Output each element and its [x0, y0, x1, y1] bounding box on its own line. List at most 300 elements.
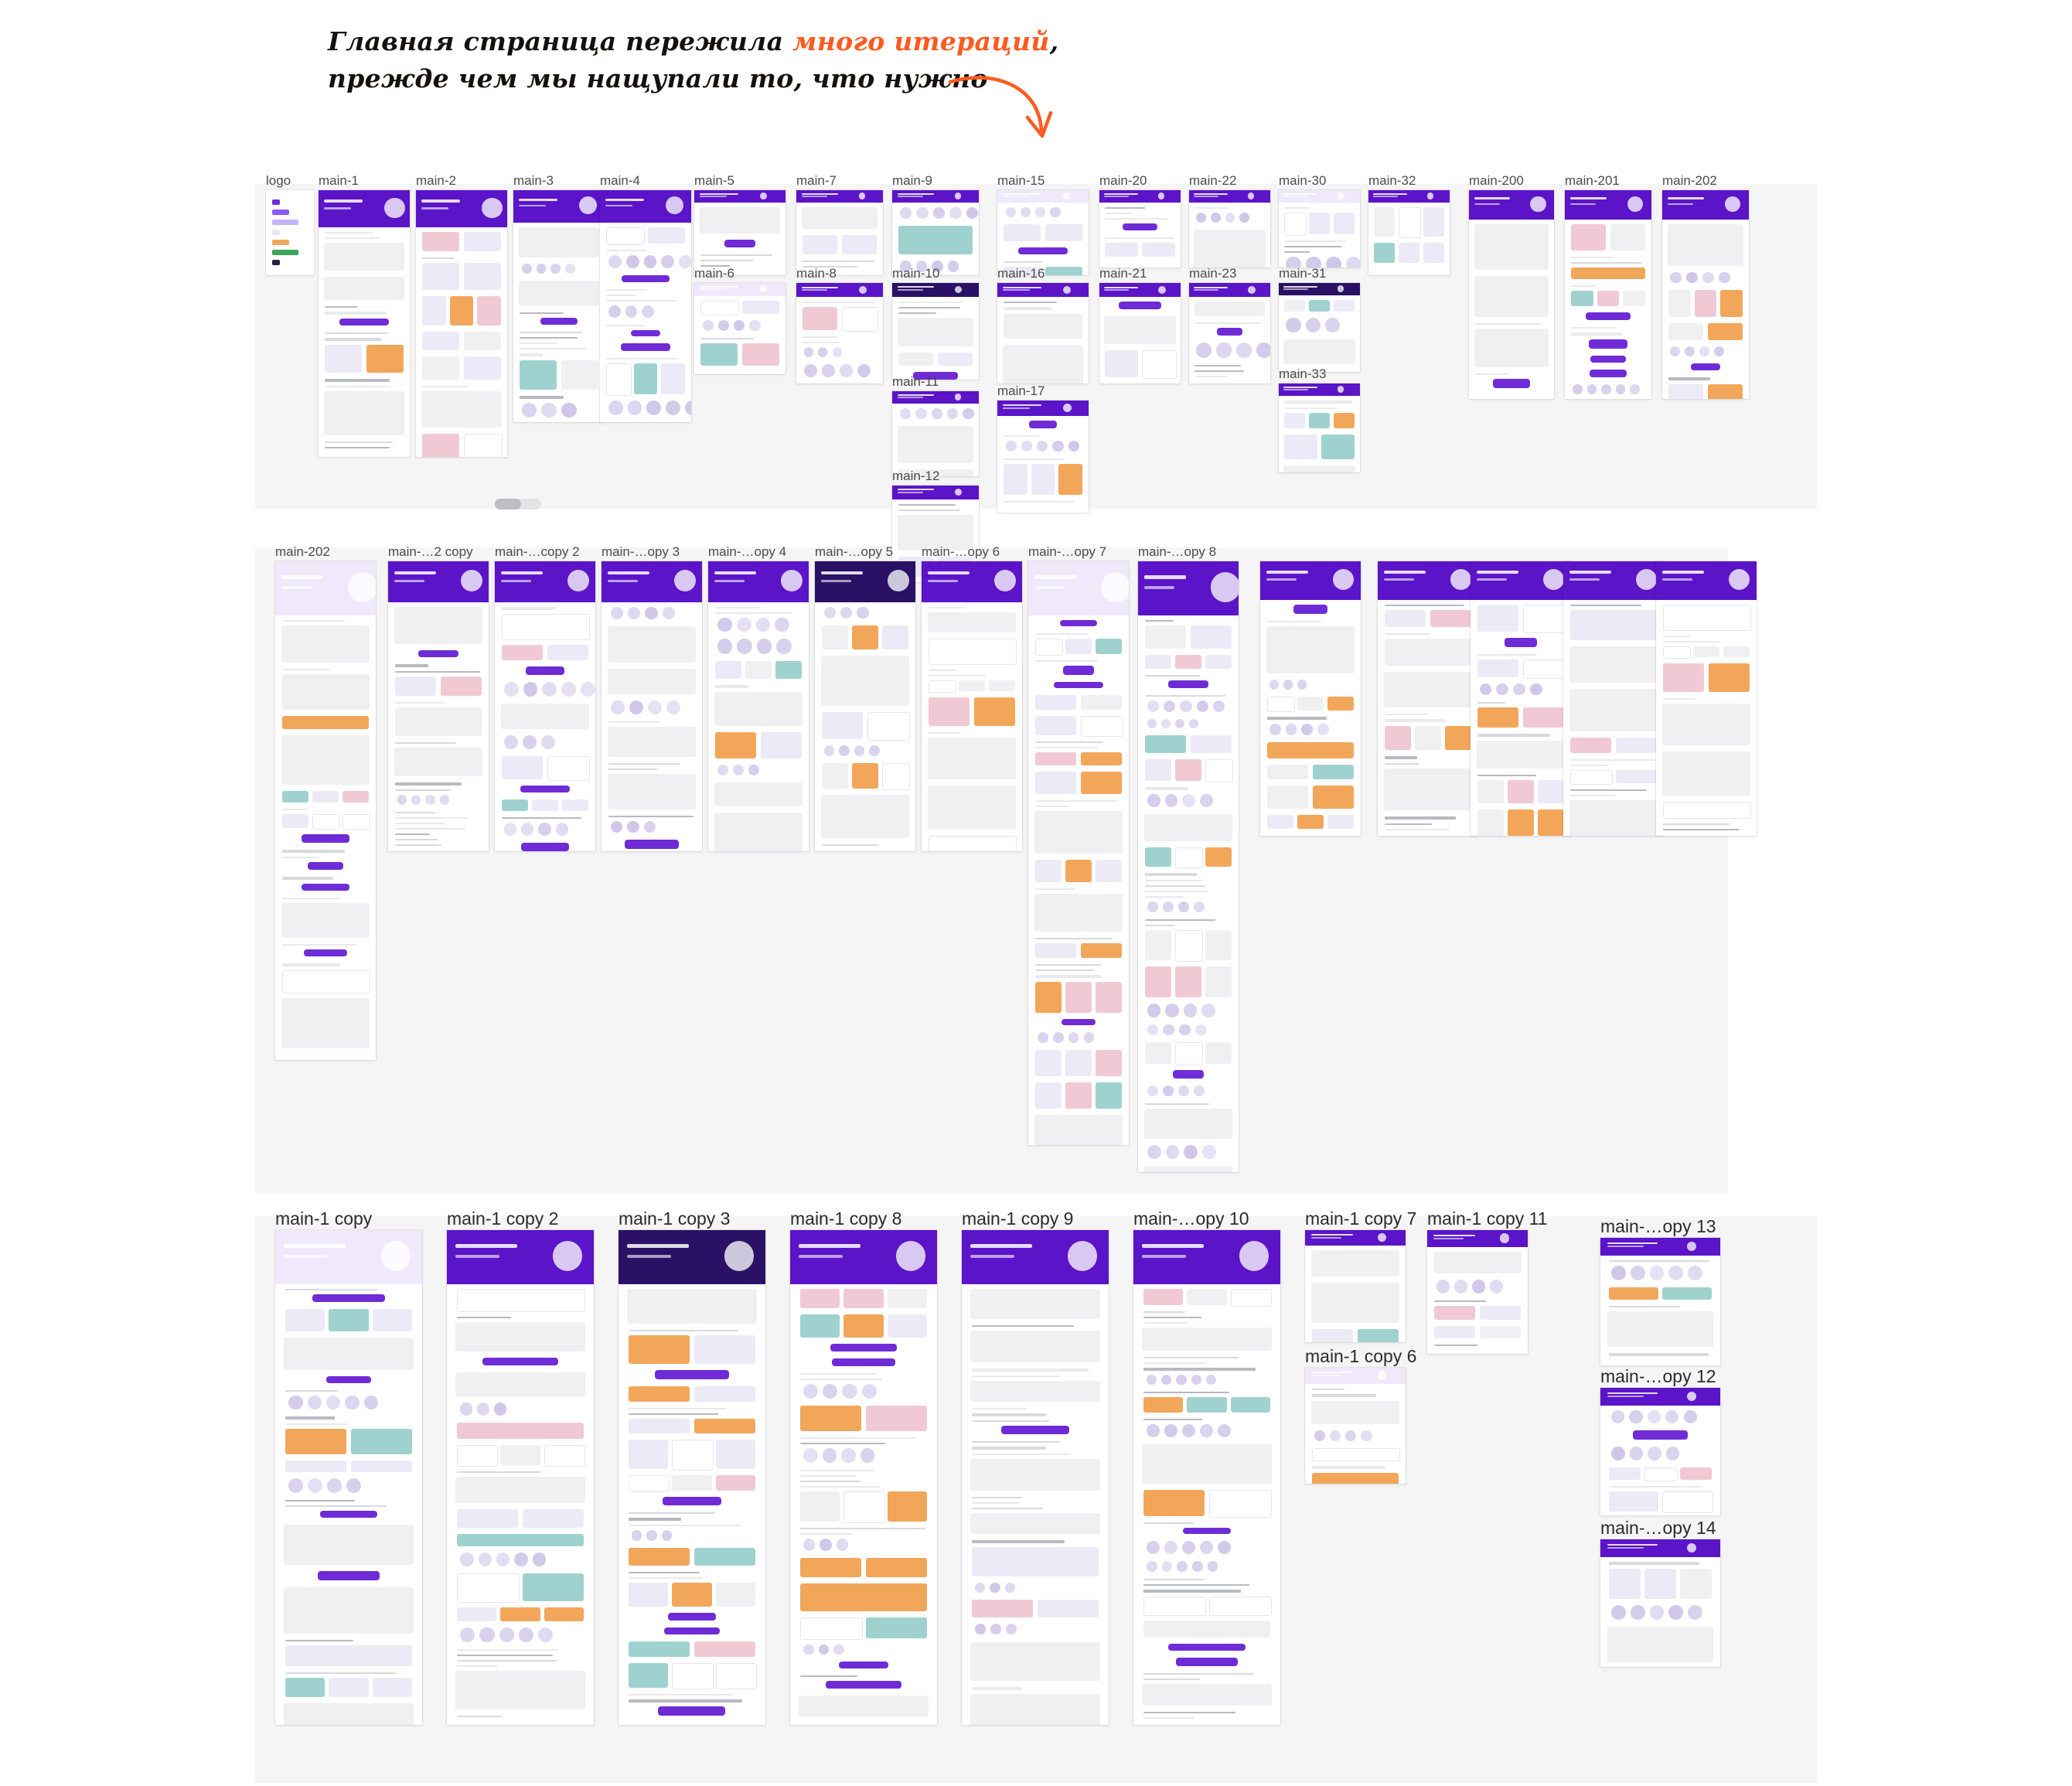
mock-hero-headline: [1142, 1244, 1204, 1249]
mock-cta-button[interactable]: [631, 330, 661, 337]
frame-main-5[interactable]: [694, 190, 786, 275]
mock-avatar: [1239, 213, 1249, 223]
frame-main-1-copy-11[interactable]: [1427, 1230, 1528, 1354]
mock-avatar: [1147, 1004, 1160, 1017]
canvas-scroll-thumb[interactable]: [495, 499, 521, 510]
mock-hero: [892, 190, 979, 203]
mock-card: [1096, 639, 1122, 654]
mock-text-line: [520, 337, 578, 339]
logo-swatch: [272, 220, 298, 225]
mock-card: [1284, 413, 1305, 428]
mock-hero-avatar: [1068, 1241, 1098, 1271]
mock-card: [285, 1309, 325, 1331]
frame-main-201[interactable]: [1565, 190, 1651, 399]
frame-main-1-copy-9[interactable]: [962, 1230, 1109, 1725]
mock-avatar: [648, 700, 662, 714]
mock-hero-headline: [898, 489, 934, 490]
mock-text-line: [325, 306, 357, 308]
frame-main-opy-14[interactable]: [1600, 1539, 1720, 1667]
mock-hero-headline: [802, 193, 838, 195]
mock-avatar: [1165, 1004, 1178, 1017]
frame-main-1-copy-8[interactable]: [790, 1230, 937, 1725]
mock-text-line: [898, 504, 956, 506]
mock-cta-button[interactable]: [724, 240, 755, 247]
frame-label: main-1 copy: [275, 1208, 373, 1229]
mock-card: [373, 1678, 412, 1696]
mock-text-line: [395, 833, 430, 835]
mock-text-line: [395, 817, 468, 819]
mock-avatar: [803, 1645, 814, 1655]
mock-hero-avatar: [1063, 193, 1070, 199]
mock-hero-avatar: [955, 286, 963, 294]
frame-main-opy-13[interactable]: [1600, 1238, 1720, 1365]
mock-cta-button[interactable]: [839, 1662, 888, 1668]
mock-section: [1607, 1627, 1712, 1662]
logo-swatch: [272, 230, 280, 235]
frame-main-15[interactable]: [997, 190, 1089, 275]
mock-avatar: [823, 1448, 837, 1463]
mock-cta-button[interactable]: [826, 1681, 902, 1689]
mock-hero: [1662, 190, 1749, 220]
frame-untitled[interactable]: [1656, 561, 1757, 836]
mock-hero: [922, 561, 1022, 602]
mock-cta-button[interactable]: [1054, 682, 1103, 689]
mock-card: [1668, 323, 1704, 339]
mock-card: [1175, 847, 1203, 868]
mock-card: [1434, 1326, 1475, 1338]
mock-cta-button[interactable]: [1173, 1070, 1204, 1079]
mock-cta-button[interactable]: [1123, 223, 1157, 230]
logo-swatch: [272, 260, 280, 265]
mock-avatar: [662, 1530, 672, 1540]
mock-hero-avatar: [1627, 196, 1644, 213]
mock-avatar: [1202, 1145, 1216, 1159]
frame-main-32[interactable]: [1368, 190, 1450, 275]
mock-card: [523, 1509, 584, 1528]
mock-card: [1096, 860, 1122, 882]
mock-cta-button[interactable]: [302, 884, 349, 891]
logo-swatch: [272, 210, 289, 215]
mock-hero: [790, 1230, 937, 1284]
mock-card: [422, 356, 459, 380]
mock-card: [1175, 759, 1201, 781]
mock-text-line: [1143, 1362, 1206, 1364]
frame-main-2-copy[interactable]: [388, 561, 489, 851]
mock-text-line: [1312, 1389, 1344, 1390]
mock-hero-headline: [1373, 193, 1407, 195]
frame-label: main-1 copy 11: [1427, 1208, 1548, 1229]
mock-cta-button[interactable]: [302, 834, 349, 843]
mock-hero-headline: [324, 199, 363, 203]
frame-main-200[interactable]: [1469, 190, 1554, 399]
mock-text-line: [395, 782, 461, 786]
frame-main-1[interactable]: [319, 190, 410, 457]
frame-main-23[interactable]: [1189, 283, 1270, 383]
mock-hero-avatar: [955, 394, 962, 400]
mock-card: [700, 343, 738, 366]
mock-cta-button[interactable]: [1119, 302, 1161, 308]
frame-main-opy-8[interactable]: [1138, 561, 1239, 1172]
frame-logo[interactable]: [266, 190, 314, 275]
mock-cta-button[interactable]: [1293, 605, 1327, 614]
mock-hero-headline: [1283, 387, 1317, 388]
frame-label: main-1 copy 2: [447, 1208, 559, 1229]
mock-cta-button[interactable]: [658, 1706, 725, 1715]
mock-section: [1194, 230, 1265, 268]
mock-hero: [1378, 561, 1478, 600]
mock-cta-button[interactable]: [625, 840, 679, 849]
mock-avatar: [776, 639, 791, 653]
mock-hero-avatar: [955, 193, 962, 199]
mock-cta-button[interactable]: [1590, 356, 1627, 363]
mock-avatar: [1164, 1424, 1177, 1437]
mock-text-line: [1004, 501, 1074, 503]
mock-hero-headline: [1283, 193, 1317, 195]
mock-avatar: [1184, 1145, 1198, 1159]
frame-main-opy-3[interactable]: [601, 561, 702, 851]
mock-card: [502, 799, 528, 811]
mock-card: [1081, 772, 1122, 794]
mock-hero: [1656, 561, 1757, 600]
frame-main-1-copy-2[interactable]: [447, 1230, 594, 1725]
frame-main-16[interactable]: [997, 283, 1089, 383]
mock-cta-button[interactable]: [663, 1497, 721, 1505]
mock-cta-button[interactable]: [1029, 421, 1057, 428]
mock-text-line: [1145, 873, 1197, 876]
mock-text-line: [800, 1486, 880, 1488]
mock-card: [1142, 243, 1175, 257]
mock-avatar: [504, 823, 516, 835]
mock-section: [284, 1587, 413, 1634]
frame-main-17[interactable]: [997, 400, 1089, 513]
mock-hero: [495, 561, 595, 602]
mock-hero-avatar: [1687, 1543, 1697, 1553]
mock-cta-button[interactable]: [622, 275, 670, 282]
logo-swatch: [272, 199, 280, 205]
frame-untitled[interactable]: [1260, 561, 1361, 836]
mock-card: [547, 756, 590, 781]
mock-cta-button[interactable]: [1493, 379, 1530, 388]
mock-avatar: [803, 1539, 815, 1550]
mock-cta-button[interactable]: [1590, 370, 1626, 377]
mock-cta-button[interactable]: [655, 1370, 728, 1379]
frame-main-opy-10[interactable]: [1133, 1230, 1280, 1725]
frame-main-33[interactable]: [1279, 383, 1360, 472]
mock-cta-button[interactable]: [521, 843, 569, 851]
mock-text-line: [1385, 633, 1430, 635]
mock-text-line: [803, 342, 840, 343]
mock-hero-sub: [1266, 578, 1297, 581]
frame-label: main-2: [416, 173, 456, 188]
mock-cta-button[interactable]: [526, 666, 564, 675]
mock-avatar: [460, 1403, 472, 1415]
mock-avatar: [756, 618, 771, 632]
mock-card: [1327, 815, 1354, 829]
frame-untitled[interactable]: [1563, 561, 1664, 836]
mock-section: [1144, 1166, 1232, 1172]
frame-main-opy-7[interactable]: [1028, 561, 1129, 1145]
mock-cta-button[interactable]: [520, 786, 570, 792]
frame-main-opy-12[interactable]: [1600, 1388, 1720, 1515]
mock-cta-button[interactable]: [1586, 312, 1631, 321]
frame-main-1-copy-6[interactable]: [1305, 1368, 1406, 1484]
mock-hero-avatar: [666, 196, 683, 214]
mock-cta-button[interactable]: [668, 1613, 717, 1620]
frame-main-20[interactable]: [1099, 190, 1181, 268]
mock-card: [422, 296, 445, 326]
mock-card: [1385, 639, 1471, 666]
mock-section: [1266, 626, 1355, 674]
mock-cta-button[interactable]: [326, 1376, 370, 1382]
mock-card: [1065, 982, 1092, 1013]
mock-cta-button[interactable]: [1063, 666, 1094, 675]
mock-cta-button[interactable]: [318, 1571, 379, 1580]
mock-hero: [1305, 1368, 1406, 1384]
frame-main-8[interactable]: [796, 283, 883, 383]
mock-hero: [1189, 283, 1270, 297]
mock-card: [1523, 660, 1566, 679]
frame-main-202[interactable]: [1662, 190, 1749, 399]
frame-main-3[interactable]: [513, 190, 605, 422]
frame-main-opy-4[interactable]: [708, 561, 809, 851]
logo-swatch: [272, 250, 298, 255]
mock-card: [866, 1558, 927, 1577]
frame-main-202[interactable]: [275, 561, 376, 1060]
mock-cta-button[interactable]: [664, 1628, 719, 1634]
mock-text-line: [325, 386, 390, 387]
mock-avatar: [1182, 1424, 1195, 1437]
mock-hero-headline: [455, 1244, 517, 1249]
mock-card: [929, 697, 970, 726]
mock-hero: [962, 1230, 1109, 1284]
mock-text-line: [1609, 1562, 1699, 1565]
mock-avatar: [496, 1553, 509, 1566]
mock-cta-button[interactable]: [1176, 1658, 1237, 1666]
mock-text-line: [1143, 1590, 1241, 1593]
mock-avatar: [1084, 1032, 1095, 1043]
mock-card: [282, 814, 308, 828]
mock-hero-headline: [1384, 571, 1426, 574]
mock-card: [1205, 966, 1232, 997]
mock-cta-button[interactable]: [1001, 1426, 1069, 1434]
mock-cta-button[interactable]: [482, 1358, 558, 1365]
mock-cta-button[interactable]: [540, 318, 577, 325]
mock-card: [629, 1440, 668, 1469]
mock-cta-button[interactable]: [418, 650, 458, 658]
frame-main-7[interactable]: [796, 190, 883, 275]
mock-text-line: [1004, 261, 1042, 263]
frame-main-31[interactable]: [1279, 283, 1360, 372]
mock-card: [1209, 1597, 1272, 1616]
frame-main-22[interactable]: [1189, 190, 1270, 268]
frame-label: main-…opy 13: [1600, 1216, 1716, 1236]
mock-hero-sub: [802, 289, 828, 291]
mock-cta-button[interactable]: [621, 343, 670, 350]
mock-card: [1644, 1569, 1676, 1599]
canvas-scroll-indicator[interactable]: [495, 499, 541, 510]
mock-cta-button[interactable]: [1589, 339, 1627, 348]
mock-hero: [600, 190, 691, 223]
mock-hero-sub: [324, 207, 351, 210]
mock-section: [928, 786, 1016, 830]
mock-hero-headline: [1034, 575, 1077, 580]
mock-card: [285, 1678, 325, 1696]
mock-cta-button[interactable]: [1505, 638, 1536, 647]
mock-cta-button[interactable]: [1633, 1430, 1688, 1440]
frame-main-1-copy-3[interactable]: [619, 1230, 765, 1725]
mock-avatar: [915, 408, 926, 419]
mock-hero-headline: [799, 1244, 860, 1249]
mock-card: [888, 1491, 927, 1522]
mock-hero-sub: [1607, 1246, 1644, 1247]
mock-avatar: [1201, 1004, 1215, 1017]
mock-section: [455, 1477, 584, 1503]
mock-hero-headline: [1311, 1234, 1354, 1236]
mock-card: [1096, 1082, 1122, 1109]
mock-avatar: [833, 1645, 844, 1655]
mock-avatar: [1211, 213, 1221, 223]
frame-main-2[interactable]: [416, 190, 507, 457]
mock-cta-button[interactable]: [830, 1344, 896, 1352]
mock-card: [1297, 815, 1324, 829]
mock-hero-avatar: [859, 193, 866, 199]
mock-cta-button[interactable]: [1691, 363, 1720, 371]
frame-main-opy-5[interactable]: [815, 561, 915, 851]
mock-card: [867, 712, 910, 741]
mock-text-line: [1570, 795, 1615, 796]
mock-avatar: [541, 403, 557, 418]
mock-text-line: [1663, 698, 1695, 700]
mock-hero: [892, 283, 979, 297]
mock-hero-avatar: [1239, 1241, 1269, 1271]
mock-avatar: [975, 1583, 985, 1593]
mock-avatar: [1177, 1561, 1188, 1572]
mock-card: [1205, 847, 1232, 867]
mock-hero: [1368, 190, 1450, 203]
mock-section: [281, 735, 370, 785]
mock-cta-button[interactable]: [320, 1511, 377, 1518]
mock-avatar: [1685, 346, 1695, 356]
mock-text-line: [1143, 1368, 1256, 1371]
mock-cta-button[interactable]: [1183, 1528, 1231, 1534]
mock-hero-sub: [898, 196, 924, 197]
mock-cta-button[interactable]: [1060, 620, 1097, 626]
mock-avatar: [608, 255, 622, 268]
frame-main-30[interactable]: [1279, 190, 1360, 268]
mock-cta-button[interactable]: [308, 862, 343, 870]
mock-hero: [708, 561, 809, 602]
mock-avatar: [608, 305, 621, 318]
frame-label: main-1 copy 3: [619, 1208, 731, 1229]
mock-avatar: [1162, 1561, 1173, 1572]
frame-main-6[interactable]: [694, 283, 786, 374]
frame-main-1-copy[interactable]: [275, 1230, 422, 1725]
mock-text-line: [1571, 327, 1616, 329]
mock-card: [1334, 413, 1355, 428]
mock-cta-button[interactable]: [1168, 1644, 1246, 1651]
mock-avatar: [1164, 1541, 1177, 1554]
frame-main-opy-6[interactable]: [922, 561, 1022, 851]
mock-hero-sub: [1194, 289, 1218, 291]
mock-card: [606, 363, 631, 396]
mock-avatar: [900, 207, 912, 219]
frame-main-4[interactable]: [600, 190, 691, 422]
mock-card: [700, 301, 739, 315]
mock-cta-button[interactable]: [1168, 680, 1208, 688]
mock-section: [1034, 811, 1123, 854]
mock-card: [457, 1534, 583, 1546]
mock-cta-button[interactable]: [312, 1294, 384, 1302]
frame-main-11[interactable]: [892, 391, 979, 476]
mock-avatar: [632, 1530, 642, 1540]
mock-avatar: [1648, 1410, 1661, 1423]
mock-avatar: [514, 1553, 527, 1566]
mock-card: [629, 1663, 668, 1688]
mock-cta-button[interactable]: [304, 949, 348, 956]
annotation-highlight: много итераций: [792, 26, 1050, 56]
mock-card: [1035, 695, 1076, 710]
mock-cta-button[interactable]: [832, 1358, 895, 1366]
mock-section: [970, 1513, 1099, 1534]
mock-text-line: [422, 386, 468, 387]
frame-main-copy-2[interactable]: [495, 561, 595, 851]
mock-card: [1309, 300, 1330, 312]
mock-card: [1175, 655, 1201, 669]
mock-hero-sub: [1477, 578, 1507, 581]
mock-card: [282, 716, 369, 729]
mock-avatar: [1286, 318, 1300, 332]
mock-text-line: [803, 302, 875, 303]
frame-untitled[interactable]: [1378, 561, 1478, 836]
mock-avatar: [519, 1628, 533, 1642]
mock-text-line: [800, 1470, 874, 1471]
frame-main-21[interactable]: [1099, 283, 1181, 383]
frame-main-9[interactable]: [892, 190, 979, 275]
mock-card: [1477, 660, 1518, 677]
mock-card: [464, 263, 501, 290]
mock-text-line: [1143, 1317, 1201, 1318]
mock-section: [1662, 752, 1750, 796]
mock-cta-button[interactable]: [1062, 1019, 1096, 1025]
mock-avatar: [1330, 1430, 1341, 1441]
mock-card: [285, 1460, 346, 1472]
mock-hero-headline: [1477, 571, 1519, 574]
mock-text-line: [1035, 964, 1101, 966]
mock-text-line: [972, 1325, 1073, 1327]
mock-text-line: [1571, 285, 1597, 287]
mock-text-line: [1609, 1353, 1709, 1356]
mock-cta-button[interactable]: [1217, 328, 1243, 336]
mock-card: [1723, 646, 1750, 657]
mock-card: [422, 232, 459, 251]
mock-avatar: [1006, 207, 1016, 217]
frame-main-1-copy-7[interactable]: [1305, 1230, 1406, 1342]
mock-card: [742, 301, 779, 314]
mock-card: [532, 799, 558, 811]
frame-label: main-10: [892, 266, 940, 281]
mock-cta-button[interactable]: [1018, 247, 1068, 254]
frame-main-10[interactable]: [892, 283, 979, 380]
frame-label: main-9: [892, 173, 932, 188]
mock-card: [1004, 314, 1082, 339]
mock-card: [1284, 300, 1305, 312]
frame-untitled[interactable]: [1471, 561, 1571, 836]
mock-hero-sub: [1384, 578, 1414, 581]
mock-avatar: [1184, 1004, 1197, 1017]
mock-card: [1145, 625, 1186, 649]
mock-avatar: [537, 264, 547, 274]
mock-cta-button[interactable]: [339, 319, 390, 326]
